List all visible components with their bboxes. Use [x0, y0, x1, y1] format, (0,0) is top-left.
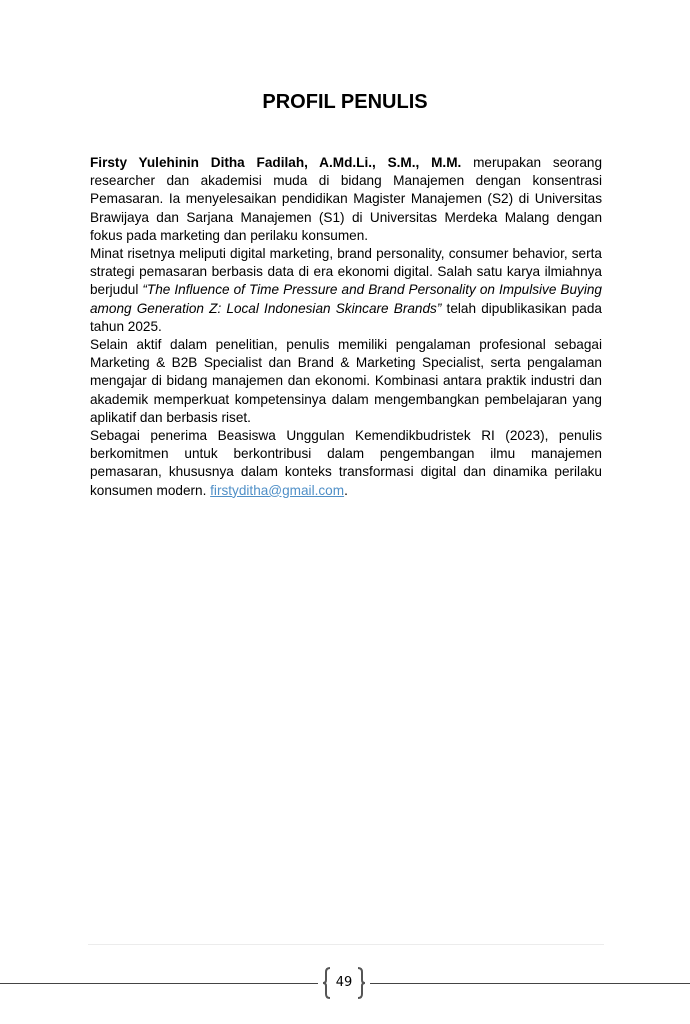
bio-paragraph-commitment [90, 427, 602, 500]
footer-divider [88, 944, 604, 945]
bio-research-text: Minat risetnya meliputi digital marketing, brand personality, consumer behavior, serta strategi pemasaran berbasis data di era ekonomi digital. Salah satu karya ilmiahnya berjudul [90, 246, 602, 298]
page-number: 49 [335, 975, 353, 990]
footer-line-right [370, 983, 690, 984]
author-bio [90, 154, 602, 500]
page-number-box [322, 966, 366, 1000]
bio-intro-text: merupakan seorang researcher dan akademisi muda di bidang Manajemen dengan konsentrasi Pemasaran. Ia menyelesaikan pendidikan Magister Manajemen (S2) di Universitas Brawijaya dan Sarjana Manajemen (S1) di Universitas Merdeka Malang dengan fokus pada marketing dan perilaku konsumen. [90, 155, 602, 243]
footer-line-left [0, 983, 318, 984]
email-link[interactable]: firstyditha@gmail.com [210, 482, 345, 498]
bio-research-tail: telah dipublikasikan pada tahun 2025. [90, 300, 602, 334]
bio-paragraph-experience [90, 336, 602, 427]
page-title: PROFIL PENULIS [262, 91, 428, 113]
publication-title: “The Influence of Time Pressure and Brand Personality on Impulsive Buying among Generation Z: Local Indonesian Skincare Brands” [90, 282, 602, 316]
bio-end-period: . [344, 482, 348, 498]
bio-experience-text: Selain aktif dalam penelitian, penulis memiliki pengalaman profesional sebagai Marketing & B2B Specialist dan Brand & Marketing Specialist, serta pengalaman mengajar di bidang manajemen dan ekonomi. Kombinasi antara praktik industri dan akademik memperkuat kompetensinya dalam mengembangkan pembelajaran yang aplikatif dan berbasis riset. [90, 337, 602, 425]
author-name: Firsty Yulehinin Ditha Fadilah, A.Md.Li., S.M., M.M. [90, 155, 462, 170]
bio-paragraph-research [90, 245, 602, 336]
bio-commitment-text: Sebagai penerima Beasiswa Unggulan Kemendikbudristek RI (2023), penulis berkomitmen untuk berkontribusi dalam pengembangan ilmu manajemen pemasaran, khususnya dalam konteks transformasi digital dan dinamika perilaku konsumen modern. [90, 428, 602, 498]
bio-paragraph-intro [90, 154, 602, 245]
